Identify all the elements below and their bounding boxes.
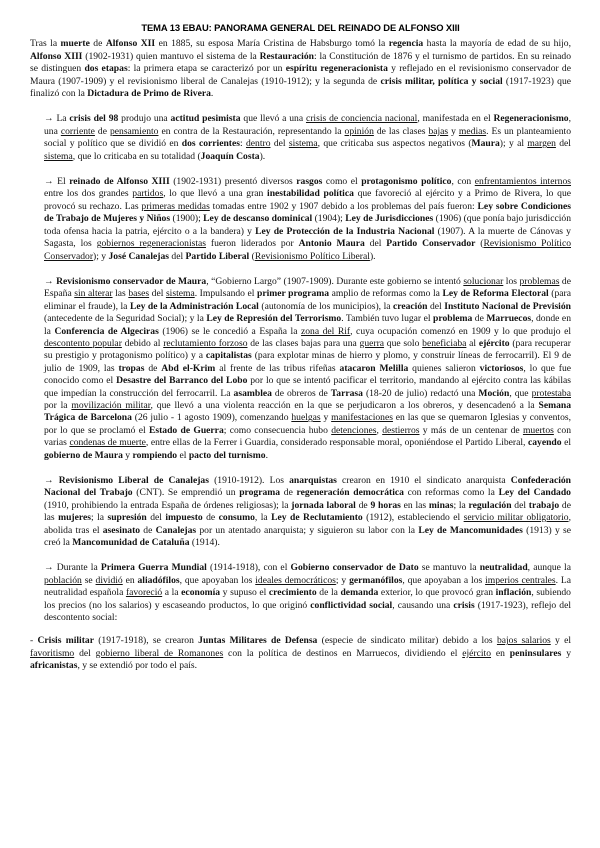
- underlined-term: gobiernos regeneracionistas: [96, 238, 207, 250]
- text-run: y el: [550, 635, 572, 647]
- bold-term: conflictividad social: [310, 599, 393, 611]
- bold-term: regeneración democrática: [296, 487, 404, 499]
- text-run: . También tuvo lugar el: [341, 313, 434, 325]
- underlined-term: huelgas: [291, 412, 321, 424]
- text-run: se: [81, 574, 96, 586]
- text-run: tomadas entre 1902 y 1907 debido a los problemas del país fueron:: [209, 200, 478, 212]
- bold-term: Dictadura de Primo de Rivera: [87, 88, 211, 100]
- text-run: en las: [400, 499, 429, 511]
- text-run: , causando una: [392, 599, 454, 611]
- text-run: como el: [322, 176, 362, 188]
- bold-term: Ley de Protección de la Industria Nacional: [255, 225, 435, 237]
- underlined-term: manifestaciones: [331, 412, 393, 424]
- text-run: en contra de la Restauración, representando la: [158, 125, 345, 137]
- bold-term: programa: [239, 487, 281, 499]
- text-run: por la: [44, 399, 72, 411]
- text-run: el: [561, 437, 571, 449]
- text-run: (especie de sindicato militar) debido a los: [317, 635, 497, 647]
- underlined-term: zona del Rif: [301, 325, 351, 337]
- bold-term: inestabilidad política: [267, 188, 354, 200]
- text-run: , que llevó a una violenta reacción en la que se perjudicaron a los obreros, y desencadenó a la: [150, 399, 539, 411]
- text-run: del: [511, 499, 529, 511]
- bold-term: Alfonso XII: [105, 38, 156, 50]
- underlined-term: sistema: [288, 138, 318, 150]
- text-run: → El: [44, 176, 70, 188]
- text-run: (1906) se le concedió a España la: [158, 325, 301, 337]
- bold-term: victoriosos: [479, 362, 524, 374]
- underlined-term: sin alterar: [74, 288, 113, 300]
- bold-term: regulación: [468, 499, 512, 511]
- document-page: [30, 22, 571, 673]
- text-run: (antecedente de la Seguridad Social); y la: [44, 313, 207, 325]
- text-run: (: [249, 250, 255, 262]
- underlined-term: crisis de conciencia nacional: [305, 113, 418, 125]
- text-run: del: [74, 647, 96, 659]
- bold-term: Partido Liberal: [185, 250, 250, 262]
- bold-term: Ley de Reclutamiento: [271, 512, 363, 524]
- text-run: con varias: [44, 424, 571, 449]
- bold-term: Ley de Mancomunidades: [418, 524, 523, 536]
- text-run: . Impulsando el: [194, 288, 258, 300]
- text-run: (1917-1923) que finalizó con la: [30, 75, 572, 100]
- text-run: ); y: [93, 250, 109, 262]
- bold-term: capitalistas: [205, 350, 252, 362]
- text-run: de España: [44, 275, 571, 300]
- text-run: entre los dos grandes: [44, 188, 133, 200]
- text-run: del: [270, 138, 289, 150]
- bold-term: Joaquín Costa: [200, 150, 260, 162]
- underlined-term: primeras medidas: [141, 200, 210, 212]
- underlined-term: detenciones: [331, 424, 377, 436]
- text-run: , que: [509, 387, 532, 399]
- text-run: de: [280, 487, 297, 499]
- text-run: amplio de reformas como la: [329, 288, 443, 300]
- text-run: , que apoyaban a los: [402, 574, 486, 586]
- text-run: : la Constitución de 1876 y el turnismo de partidos. En su reinado se distinguen: [30, 50, 571, 75]
- text-run: , que criticaba sus aspectos negativos (: [317, 138, 472, 150]
- text-run: produjo una: [118, 113, 171, 125]
- bold-term: jornada laboral: [291, 499, 356, 511]
- text-run: , la: [254, 512, 272, 524]
- text-run: →: [44, 275, 57, 287]
- bold-term: anarquistas: [289, 475, 337, 486]
- bold-term: germanófilos: [349, 574, 403, 586]
- bold-term: inflación: [495, 587, 532, 599]
- text-run: :: [240, 138, 246, 150]
- text-run: .: [210, 88, 214, 100]
- underlined-term: solucionar: [463, 275, 504, 287]
- bold-term: Semana Trágica de Barcelona: [44, 399, 571, 424]
- underlined-term: condenas de muerte: [69, 437, 146, 449]
- paragraph-canalejas: [30, 475, 571, 549]
- text-run: (1914).: [189, 537, 220, 549]
- underlined-term: dividió: [95, 574, 123, 586]
- text-run: , aunque la: [527, 562, 571, 574]
- underlined-term: enfrentamientos internos: [474, 176, 572, 188]
- text-run: ); y al: [499, 138, 528, 150]
- underlined-term: bajas: [428, 125, 449, 137]
- bold-term: regencia: [388, 38, 424, 50]
- underlined-term: opinión: [344, 125, 374, 137]
- bold-term: actitud pesimista: [170, 113, 241, 125]
- text-run: ; la: [90, 512, 108, 524]
- bold-term: primer programa: [257, 288, 330, 300]
- bold-term: Revisionismo Liberal de Canalejas: [58, 475, 209, 486]
- bold-term: asamblea: [233, 387, 272, 399]
- underlined-term: Revisionismo Político Conservador: [44, 238, 571, 262]
- text-run: de obreros de: [271, 387, 331, 399]
- bold-term: protagonismo político: [361, 176, 452, 188]
- text-run: (1904);: [312, 213, 346, 225]
- text-run: que favoreció al ejército y a Primo de Rivera, lo que provocó su rechazo. Las: [44, 188, 572, 212]
- text-run: del: [555, 138, 571, 150]
- text-run: ; la: [453, 499, 469, 511]
- bold-term: dos corrientes: [181, 138, 240, 150]
- underlined-term: favoritismo: [30, 647, 75, 659]
- bold-term: José Canalejas: [108, 250, 169, 262]
- text-run: y reflejado en el revisionismo conservador de Maura (1907-1909) y el revisionismo liberal de Canalejas (1910-1912); y la segunda de: [30, 63, 571, 87]
- bold-term: Partido Conservador: [386, 238, 476, 250]
- underlined-term: protestaba: [531, 387, 571, 399]
- bold-term: pacto del turnismo: [188, 449, 266, 461]
- text-run: , entre ellas de la Ferrer i Guardia, considerado responsable moral, oponiéndose el Partido Liberal,: [145, 437, 528, 449]
- bold-term: Ley de Reforma Electoral: [442, 288, 549, 300]
- underlined-term: pensamiento: [109, 125, 159, 137]
- text-run: del: [169, 250, 186, 262]
- text-run: de la: [316, 587, 341, 599]
- text-run: → Durante la: [44, 562, 101, 574]
- bold-term: muerte: [60, 38, 90, 50]
- text-run: (1910-1912). Los: [208, 475, 290, 486]
- text-run: que solo: [384, 337, 423, 349]
- text-run: en: [491, 647, 510, 659]
- bold-term: atacaron Melilla: [339, 362, 409, 374]
- bold-term: Alfonso XIII: [30, 50, 83, 62]
- bold-term: Ley de Jurisdicciones: [345, 213, 434, 225]
- text-run: (para explotar minas de hierro y plomo, y construir líneas de ferrocarril). El 9 de julio de 1909, las: [44, 350, 572, 374]
- text-run: , lo que llevó a una gran: [163, 188, 268, 200]
- text-run: exterior, lo que provocó gran: [378, 587, 496, 599]
- bold-term: Gobierno conservador de Dato: [290, 562, 419, 574]
- bold-term: africanistas: [30, 660, 78, 672]
- bold-term: 9 horas: [370, 499, 401, 511]
- text-run: , una: [44, 113, 572, 137]
- underlined-term: ejército: [462, 647, 492, 659]
- text-run: por lo que se intentó pacificar el territorio, mandando al ejército contra las kábilas que impedían la construcción del ferrocarril. La: [44, 375, 571, 399]
- bold-term: Confederación Nacional del Trabajo: [44, 475, 572, 499]
- bold-term: mujeres: [58, 512, 91, 524]
- text-run: del: [146, 512, 166, 524]
- text-run: (1900);: [170, 213, 204, 225]
- bold-term: impuesto: [165, 512, 203, 524]
- text-run: : la primera etapa se caracterizó por un: [127, 63, 286, 75]
- bold-term: creación: [393, 300, 428, 312]
- text-run: (1907). A la muerte de Cánovas y Sagasta, los: [44, 225, 571, 250]
- underlined-term: población: [44, 574, 82, 586]
- bold-term: problema: [433, 313, 473, 325]
- bold-term: Crisis militar: [37, 635, 94, 647]
- bold-term: Estado de Guerra: [148, 424, 224, 436]
- text-run: hasta la mayoría de edad de su hijo,: [423, 38, 571, 50]
- bold-term: crisis: [453, 599, 475, 611]
- text-run: de: [89, 38, 106, 50]
- underlined-term: guerra: [359, 337, 385, 349]
- text-run: por un atentado anarquista; y siguieron su labor con la: [196, 524, 419, 536]
- bold-term: demanda: [340, 587, 379, 599]
- bold-term: asesinato: [102, 524, 141, 536]
- bold-term: Primera Guerra Mundial: [100, 562, 207, 574]
- text-run: (1917-1923), reflejo del descontento social:: [44, 599, 572, 624]
- underlined-term: margen: [527, 138, 556, 150]
- bold-term: aliadófilos: [137, 574, 180, 586]
- text-run: , que lo criticaba en su totalidad (: [72, 150, 201, 162]
- text-run: (1902-1931) presentó diversos: [169, 176, 297, 188]
- text-run: los: [503, 275, 520, 287]
- bold-term: supresión: [107, 512, 147, 524]
- text-run: , abolida tras el: [44, 512, 571, 536]
- text-run: ,: [376, 424, 383, 436]
- bold-term: Abd el-Krim: [161, 362, 216, 374]
- text-run: ).: [369, 250, 376, 262]
- underlined-term: bajos salarios: [496, 635, 551, 647]
- text-run: ; como consecuencia hubo: [223, 424, 332, 436]
- bold-term: Moción: [478, 387, 510, 399]
- text-run: a la: [162, 587, 182, 599]
- text-run: (26 julio - 1 agosto 1909), comenzando: [131, 412, 292, 424]
- bold-term: Ley del Candado: [498, 487, 571, 499]
- text-run: del: [427, 300, 445, 312]
- bold-term: espíritu regeneracionista: [285, 63, 388, 75]
- text-run: ).: [259, 150, 266, 162]
- text-run: →: [44, 475, 59, 486]
- underlined-term: sistema: [44, 150, 73, 162]
- bold-term: ejército: [478, 337, 510, 349]
- text-run: quienes salieron: [408, 362, 480, 374]
- underlined-term: reclutamiento forzoso: [163, 337, 248, 349]
- text-run: Tras la: [30, 38, 61, 50]
- document-title: TEMA 13 EBAU: PANORAMA GENERAL DEL REINADO DE ALFONSO XIII: [141, 22, 460, 33]
- text-run: (1913) y se creó la: [44, 524, 571, 549]
- paragraph-intro: [30, 38, 571, 100]
- text-run: , donde en la: [44, 313, 571, 337]
- text-run: . La neutralidad española: [44, 574, 571, 599]
- text-run: con reformas como la: [403, 487, 499, 499]
- text-run: y supuso el: [220, 587, 269, 599]
- text-run: (1914-1918), con el: [206, 562, 291, 574]
- bold-term: neutralidad: [479, 562, 528, 574]
- text-run: el: [177, 449, 189, 461]
- text-run: , cuya ocupación comenzó en 1909 y lo que produjo el: [350, 325, 572, 337]
- text-run: , y se extendió por todo el país.: [77, 660, 198, 672]
- bold-term: Ley de la Administración Local: [129, 300, 259, 312]
- bold-term: peninsulares: [509, 647, 562, 659]
- bold-term: Ley de Represión del Terrorismo: [206, 313, 342, 325]
- text-run: las: [112, 288, 129, 300]
- bold-term: Restauración: [259, 50, 314, 62]
- text-run: de las: [44, 499, 571, 524]
- underlined-term: servicio militar obligatorio: [463, 512, 569, 524]
- bold-term: Regeneracionismo: [493, 113, 569, 125]
- text-run: fueron liderados por: [206, 238, 299, 250]
- text-run: con la política de destinos en Marruecos, dividiendo el: [223, 647, 463, 659]
- text-run: ; y: [335, 574, 350, 586]
- text-run: y: [561, 647, 571, 659]
- bold-term: reinado de Alfonso XIII: [69, 176, 170, 188]
- text-run: y: [320, 412, 332, 424]
- underlined-term: ideales democráticos: [255, 574, 336, 586]
- text-run: (para eliminar el fraude), la: [44, 288, 571, 312]
- underlined-term: muertos: [522, 424, 554, 436]
- underlined-term: beneficiaba: [422, 337, 467, 349]
- bold-term: Instituto Nacional de Previsión: [444, 300, 571, 312]
- bold-term: Juntas Militares de Defensa: [198, 635, 318, 647]
- underlined-term: dentro: [245, 138, 271, 150]
- paragraph-crisis-98: [30, 113, 571, 163]
- bold-term: Mancomunidad de Cataluña: [72, 537, 190, 549]
- paragraph-maura: [30, 276, 571, 462]
- text-run: del: [364, 238, 387, 250]
- text-run: (1902-1931) quien mantuvo el sistema de la: [82, 50, 260, 62]
- text-run: (1912), estableciendo el: [362, 512, 464, 524]
- text-run: en las que se quemaron Iglesias y conventos, por lo que se proclamó el: [44, 412, 571, 436]
- bold-term: Antonio Maura: [298, 238, 365, 250]
- text-run: .: [265, 449, 268, 461]
- text-run: al frente de las tribus rifeñas: [215, 362, 340, 374]
- text-run: de: [472, 313, 487, 325]
- bold-term: dos etapas: [84, 63, 128, 75]
- bold-term: trabajo: [528, 499, 560, 511]
- text-run: del: [149, 288, 166, 300]
- text-run: (autonomía de los municipios), la: [258, 300, 394, 312]
- text-run: (para recuperar su prestigio y protagonismo político) y a: [44, 337, 571, 362]
- text-run: y: [448, 125, 459, 137]
- text-run: (1906) (que ponía bajo jurisdicción toda ofensa hacia la patria, ejército o a la bandera) y: [44, 213, 571, 237]
- underlined-term: imperios centrales: [485, 574, 556, 586]
- bold-term: rasgos: [296, 176, 323, 188]
- underlined-term: favoreció: [125, 587, 163, 599]
- text-run: , “Gobierno Largo” (1907-1909). Durante este gobierno se intentó: [206, 275, 464, 287]
- text-run: (: [475, 238, 484, 250]
- underlined-term: medias: [458, 125, 487, 137]
- text-run: se mantuvo la: [418, 562, 480, 574]
- text-run: de: [355, 499, 371, 511]
- bold-term: Canalejas: [155, 524, 197, 536]
- text-run: debido al: [121, 337, 164, 349]
- text-run: , con: [451, 176, 475, 188]
- underlined-term: Revisionismo Político Liberal: [254, 250, 370, 262]
- bold-term: gobierno de Maura: [44, 449, 123, 461]
- text-run: , subiendo los precios (no los salarios) y escaseando productos, lo que originó: [44, 587, 571, 611]
- text-run: , que apoyaban los: [179, 574, 256, 586]
- paragraph-crisis-militar: [30, 635, 571, 672]
- underlined-term: destierros: [382, 424, 420, 436]
- bold-term: Conferencia de Algeciras: [54, 325, 159, 337]
- text-run: crearon en 1910 el sindicato anarquista: [336, 475, 511, 486]
- text-run: y: [122, 449, 133, 461]
- underlined-term: bases: [128, 288, 150, 300]
- text-run: . Es un planteamiento social y político que se dividió en: [44, 125, 571, 150]
- bold-term: Maura: [471, 138, 500, 150]
- paragraph-primera-guerra: [30, 562, 571, 624]
- underlined-term: problemas: [519, 275, 560, 287]
- underlined-term: corriente: [60, 125, 95, 137]
- bold-term: Ley sobre Condiciones de Trabajo de Mujeres y Niños: [44, 200, 571, 225]
- bold-term: Tarrasa: [330, 387, 363, 399]
- text-run: , manifestada en el: [417, 113, 494, 125]
- text-run: , lo que fue conocido como el: [44, 362, 572, 387]
- bold-term: Marruecos: [486, 313, 532, 325]
- bold-term: crecimiento: [268, 587, 317, 599]
- bold-term: cayendo: [527, 437, 562, 449]
- bold-term: Ley de descanso dominical: [203, 213, 313, 225]
- text-run: de: [144, 362, 162, 374]
- underlined-term: movilización militar: [71, 399, 151, 411]
- text-run: (1910, prohibiendo la entrada España de órdenes religiosas); la: [44, 499, 292, 511]
- bold-term: minas: [428, 499, 454, 511]
- text-run: (18-20 de julio) redactó una: [362, 387, 479, 399]
- underlined-term: gobierno liberal de Romanones: [95, 647, 224, 659]
- text-run: al: [466, 337, 479, 349]
- text-run: de las clases: [373, 125, 429, 137]
- text-run: -: [30, 635, 38, 647]
- underlined-term: partidos: [132, 188, 164, 200]
- text-run: de: [140, 524, 156, 536]
- text-run: de las clases bajas para una: [247, 337, 360, 349]
- text-run: → La: [44, 113, 70, 125]
- bold-term: crisis militar, política y social: [380, 75, 503, 87]
- text-run: en: [122, 574, 138, 586]
- bold-term: Revisionismo conservador de Maura: [56, 275, 207, 287]
- bold-term: Desastre del Barranco del Lobo: [116, 375, 248, 387]
- text-run: de: [94, 125, 110, 137]
- underlined-term: sistema: [165, 288, 195, 300]
- text-run: que llevó a una: [240, 113, 306, 125]
- bold-term: crisis del 98: [69, 113, 119, 125]
- text-run: y más de un centenar de: [419, 424, 523, 436]
- text-run: (CNT). Se emprendió un: [132, 487, 240, 499]
- text-run: de: [202, 512, 219, 524]
- bold-term: consumo: [218, 512, 255, 524]
- underlined-term: descontento popular: [44, 337, 122, 349]
- bold-term: tropas: [118, 362, 145, 374]
- paragraph-reinado: [30, 176, 571, 263]
- text-run: (1917-1918), se crearon: [93, 635, 199, 647]
- bold-term: rompiendo: [132, 449, 178, 461]
- text-run: en 1885, su esposa María Cristina de Habsburgo tomó la: [155, 38, 389, 50]
- bold-term: economía: [181, 587, 221, 599]
